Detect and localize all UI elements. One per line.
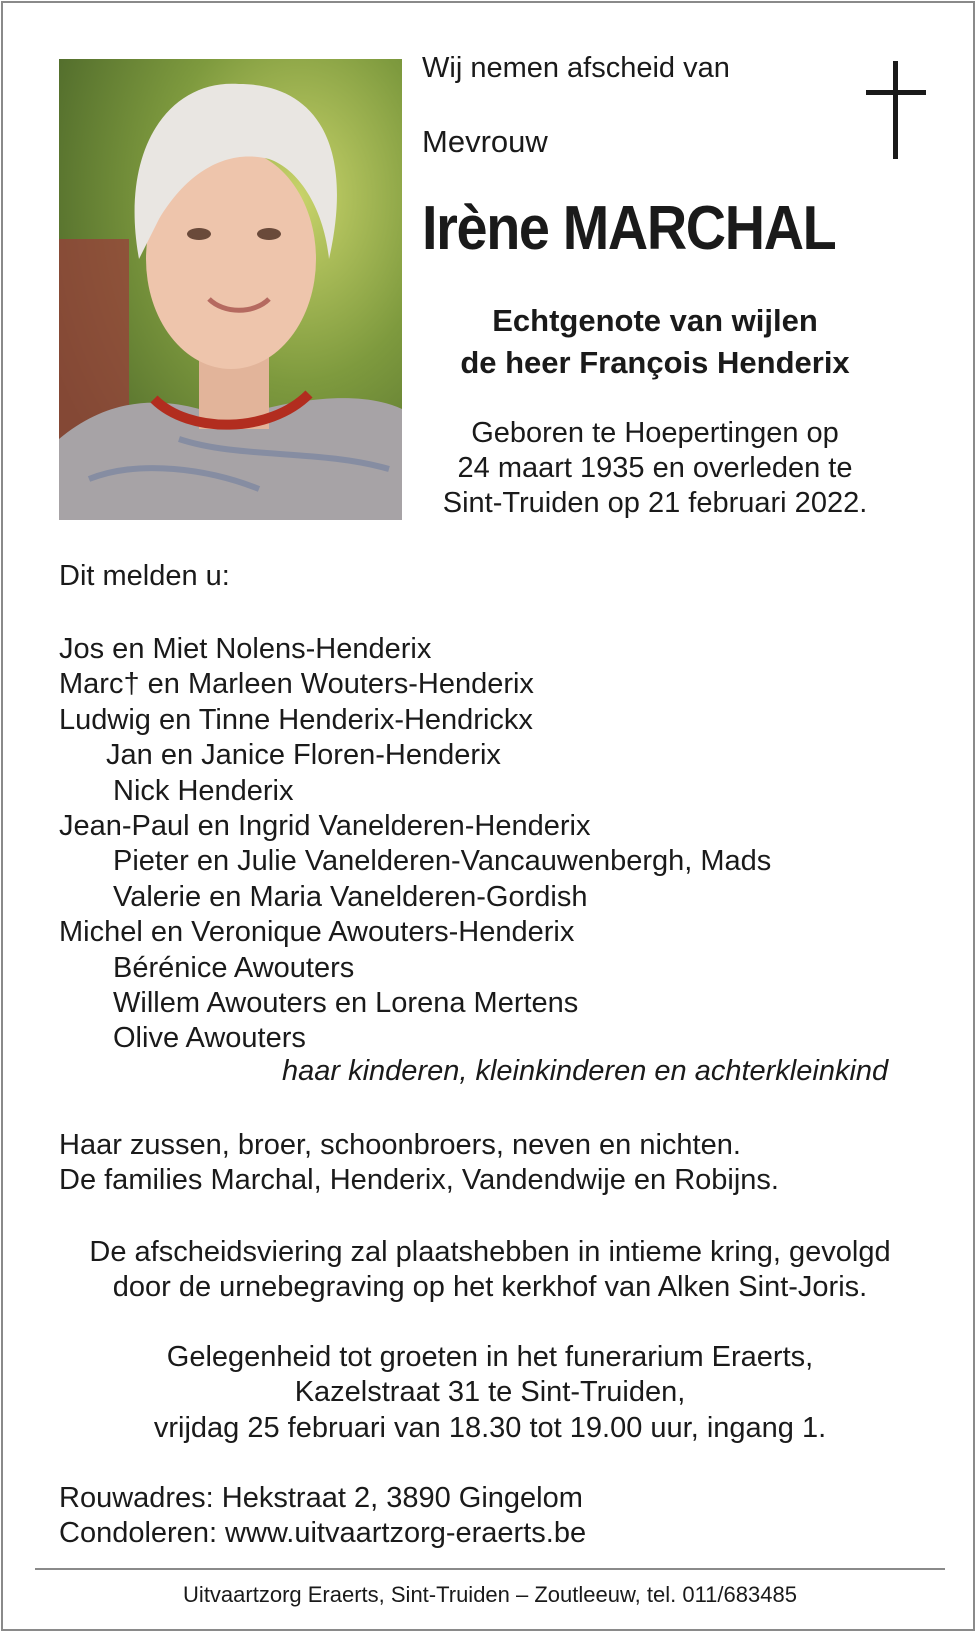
mourning-address: Rouwadres: Hekstraat 2, 3890 Gingelom bbox=[59, 1482, 583, 1514]
contact-info bbox=[59, 1481, 586, 1552]
family-member: Marc† en Marleen Wouters-Henderix bbox=[59, 668, 534, 701]
intro-text: Wij nemen afscheid van bbox=[422, 52, 730, 84]
family-member: Jan en Janice Floren-Henderix bbox=[106, 739, 501, 772]
relatives-text bbox=[59, 1128, 779, 1199]
family-member: Nick Henderix bbox=[113, 774, 294, 807]
family-member: Valerie en Maria Vanelderen-Gordish bbox=[113, 880, 588, 913]
spouse-info bbox=[430, 300, 880, 384]
family-member: Pieter en Julie Vanelderen-Vancauwenbergh, Mads bbox=[113, 845, 772, 878]
portrait-photo bbox=[59, 59, 402, 520]
birth-death-line: Geboren te Hoepertingen op bbox=[471, 417, 839, 449]
family-closing: haar kinderen, kleinkinderen en achterkleinkind bbox=[282, 1055, 889, 1087]
relatives-line: De families Marchal, Henderix, Vandendwije en Robijns. bbox=[59, 1164, 779, 1197]
birth-death-line: Sint-Truiden op 21 februari 2022. bbox=[442, 487, 868, 519]
family-member: Olive Awouters bbox=[113, 1022, 306, 1055]
announce-text: Dit melden u: bbox=[59, 560, 230, 592]
deceased-name: Irène MARCHAL bbox=[422, 194, 836, 263]
family-member: Ludwig en Tinne Henderix-Hendrickx bbox=[59, 703, 533, 736]
spouse-line: de heer François Henderix bbox=[460, 345, 850, 380]
footer-text: Uitvaartzorg Eraerts, Sint-Truiden – Zoutleeuw, tel. 011/683485 bbox=[183, 1582, 797, 1607]
footer-divider bbox=[35, 1568, 945, 1570]
relatives-line: Haar zussen, broer, schoonbroers, neven en nichten. bbox=[59, 1129, 741, 1161]
birth-death-line: 24 maart 1935 en overleden te bbox=[457, 452, 853, 484]
condolence-link[interactable]: Condoleren: www.uitvaartzorg-eraerts.be bbox=[59, 1517, 587, 1550]
cross-icon bbox=[866, 61, 926, 159]
ceremony-text bbox=[40, 1235, 940, 1306]
visitation-line: Kazelstraat 31 te Sint-Truiden, bbox=[294, 1376, 686, 1409]
honorific: Mevrouw bbox=[422, 124, 548, 159]
family-member: Willem Awouters en Lorena Mertens bbox=[113, 987, 579, 1020]
ceremony-line: door de urnebegraving op het kerkhof van Alken Sint-Joris. bbox=[112, 1271, 868, 1304]
visitation-line: Gelegenheid tot groeten in het funerarium Eraerts, bbox=[166, 1341, 814, 1373]
family-list bbox=[59, 632, 771, 1057]
family-member: Bérénice Awouters bbox=[113, 951, 355, 984]
birth-death-info bbox=[430, 416, 880, 521]
spouse-line: Echtgenote van wijlen bbox=[492, 303, 818, 338]
family-member: Michel en Veronique Awouters-Henderix bbox=[59, 916, 575, 949]
ceremony-line: De afscheidsviering zal plaatshebben in intieme kring, gevolgd bbox=[89, 1236, 891, 1268]
visitation-line: vrijdag 25 februari van 18.30 tot 19.00 uur, ingang 1. bbox=[153, 1411, 827, 1444]
visitation-text bbox=[40, 1340, 940, 1446]
family-member: Jos en Miet Nolens-Henderix bbox=[59, 633, 432, 665]
family-member: Jean-Paul en Ingrid Vanelderen-Henderix bbox=[59, 810, 591, 843]
